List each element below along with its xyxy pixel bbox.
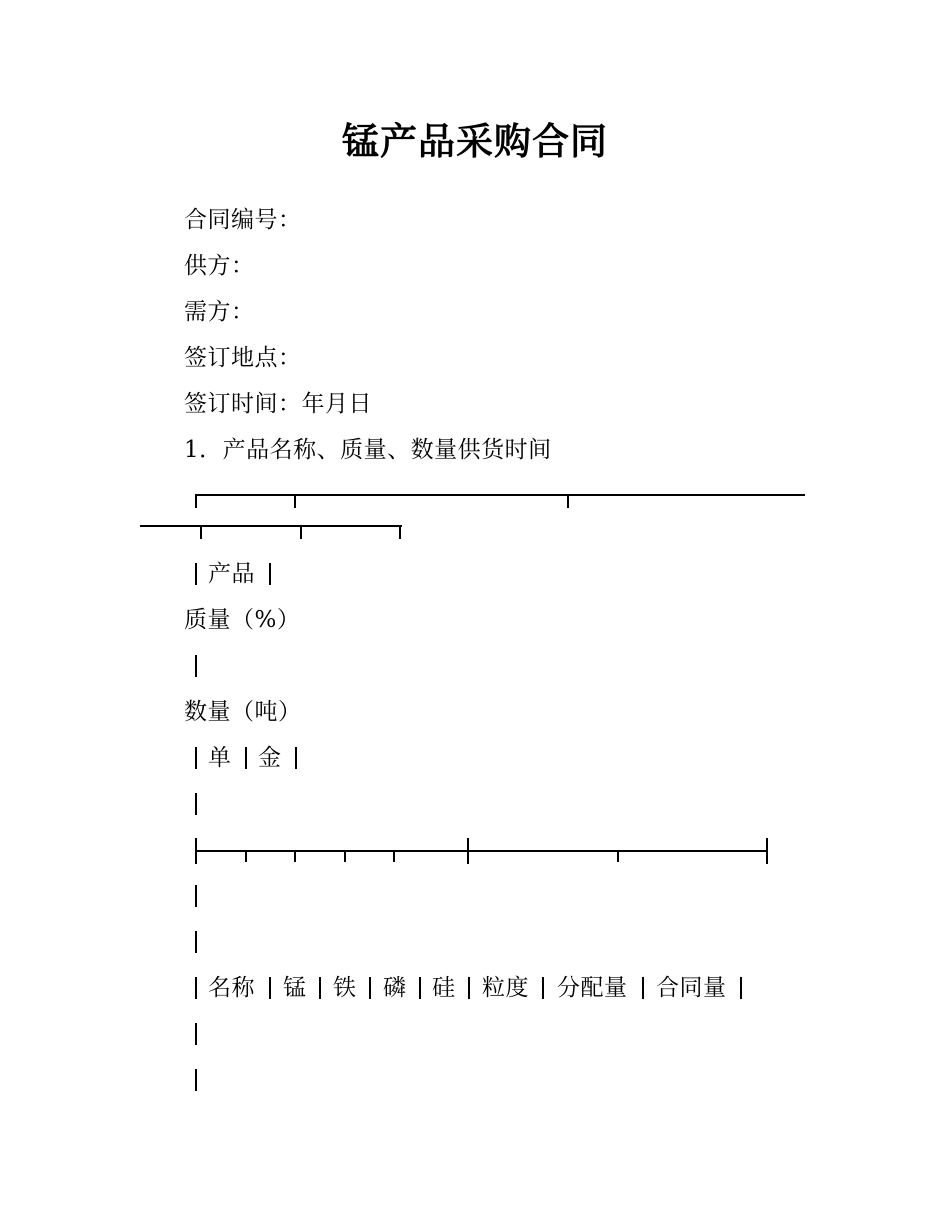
table-cell-quality: 质量（%）: [184, 607, 301, 633]
column-header-silicon: 硅: [432, 975, 456, 1001]
table-vertical-bar: [195, 793, 197, 815]
column-header-name: 名称: [208, 975, 255, 1001]
field-supplier: 供方：: [184, 253, 255, 279]
table-vertical-bar: [195, 1023, 197, 1045]
field-signing-place: 签订地点：: [184, 345, 302, 371]
column-header-phosphorus: 磷: [383, 975, 407, 1001]
field-contract-number: 合同编号：: [184, 207, 302, 233]
table-vertical-bar: [195, 1069, 197, 1091]
table-cell-quantity: 数量（吨）: [184, 699, 302, 725]
table-vertical-bar: [195, 655, 197, 677]
table-cell-amount: 金: [258, 745, 282, 771]
column-header-granularity: 粒度: [482, 975, 529, 1001]
table-vertical-bar: [195, 931, 197, 953]
section-1-heading: 1．产品名称、质量、数量供货时间: [184, 437, 552, 463]
column-header-allocation: 分配量: [557, 975, 628, 1001]
table-cell-product: 产品: [208, 561, 255, 587]
field-buyer: 需方：: [184, 299, 255, 325]
column-header-iron: 铁: [333, 975, 357, 1001]
table-vertical-bar: [195, 885, 197, 907]
document-title: 锰产品采购合同: [342, 120, 608, 163]
table-cell-unit: 单: [208, 745, 232, 771]
column-header-contract-quantity: 合同量: [656, 975, 727, 1001]
field-signing-date: 签订时间：年月日: [184, 391, 372, 417]
column-header-manganese: 锰: [283, 975, 307, 1001]
